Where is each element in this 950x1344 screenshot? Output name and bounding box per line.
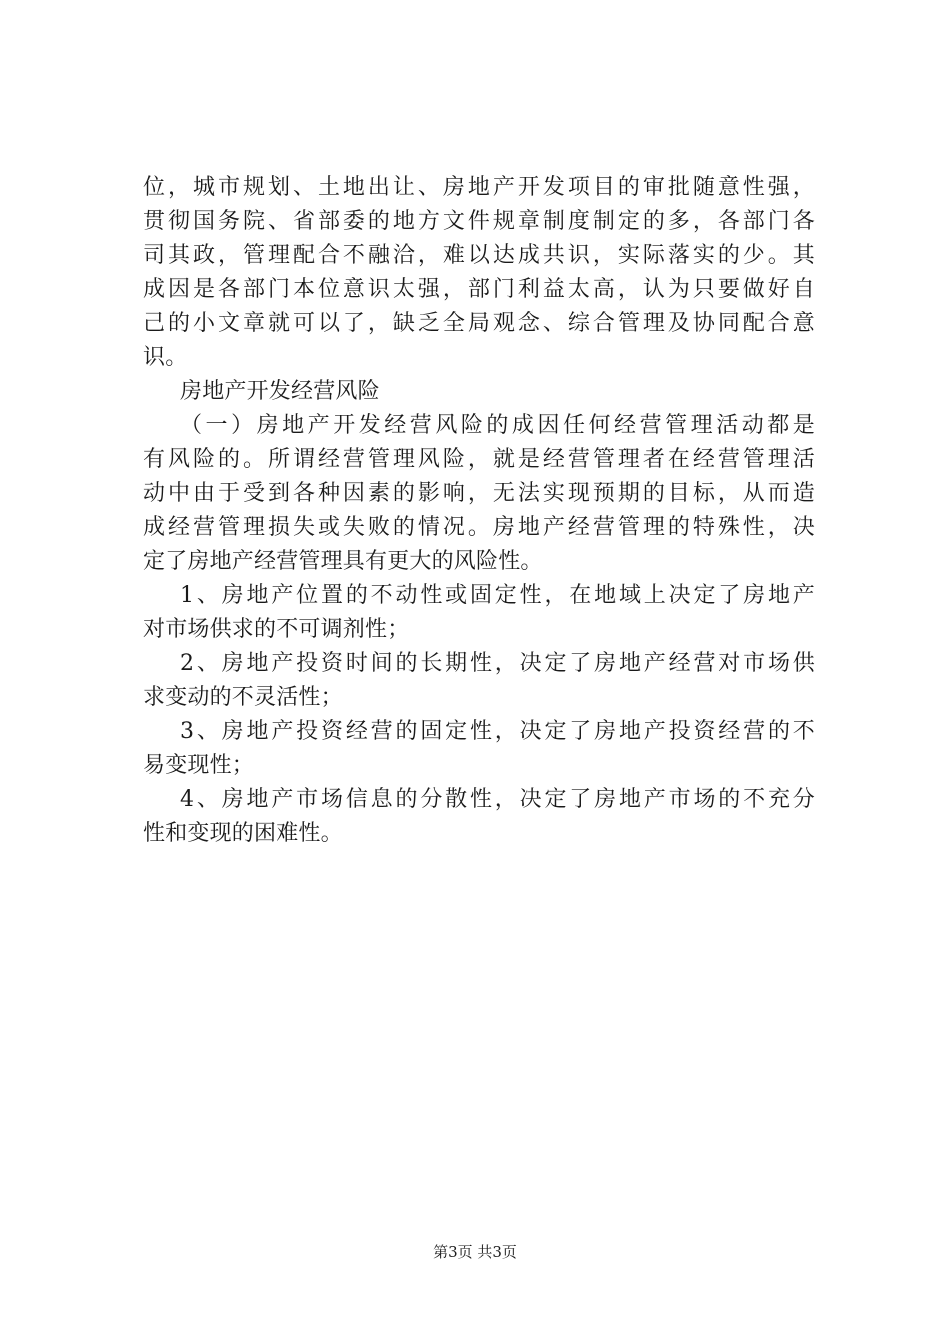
section-heading: 房地产开发经营风险 (180, 379, 380, 404)
page-footer: 第3页 共3页 (433, 1243, 517, 1261)
list-item: 1、房地产位置的不动性或固定性，在地域上决定了房地产 (180, 583, 815, 608)
text-line: 对市场供求的不可调剂性； (143, 617, 410, 642)
text-line: 易变现性； (143, 753, 255, 778)
text-line: （一）房地产开发经营风险的成因任何经营管理活动都是 (180, 413, 815, 438)
text-line: 动中由于受到各种因素的影响，无法实现预期的目标，从而造 (143, 481, 815, 506)
text-line: 贯彻国务院、省部委的地方文件规章制度制定的多，各部门各 (143, 209, 815, 234)
list-item: 2、房地产投资时间的长期性，决定了房地产经营对市场供 (180, 651, 815, 676)
text-line: 成因是各部门本位意识太强，部门利益太高，认为只要做好自 (143, 277, 815, 302)
text-line: 识。 (143, 345, 188, 370)
text-line: 定了房地产经营管理具有更大的风险性。 (143, 549, 543, 574)
document-body (143, 171, 815, 851)
text-line: 己的小文章就可以了，缺乏全局观念、综合管理及协同配合意 (143, 311, 815, 336)
text-line: 成经营管理损失或失败的情况。房地产经营管理的特殊性，决 (143, 515, 815, 540)
text-line: 性和变现的困难性。 (143, 821, 343, 846)
list-item: 3、房地产投资经营的固定性，决定了房地产投资经营的不 (180, 719, 815, 744)
text-line: 司其政，管理配合不融洽，难以达成共识，实际落实的少。其 (143, 243, 815, 268)
text-line: 有风险的。所谓经营管理风险，就是经营管理者在经营管理活 (143, 447, 815, 472)
list-item: 4、房地产市场信息的分散性，决定了房地产市场的不充分 (180, 787, 815, 812)
text-line: 求变动的不灵活性； (143, 685, 343, 710)
text-line: 位，城市规划、土地出让、房地产开发项目的审批随意性强， (143, 175, 815, 200)
